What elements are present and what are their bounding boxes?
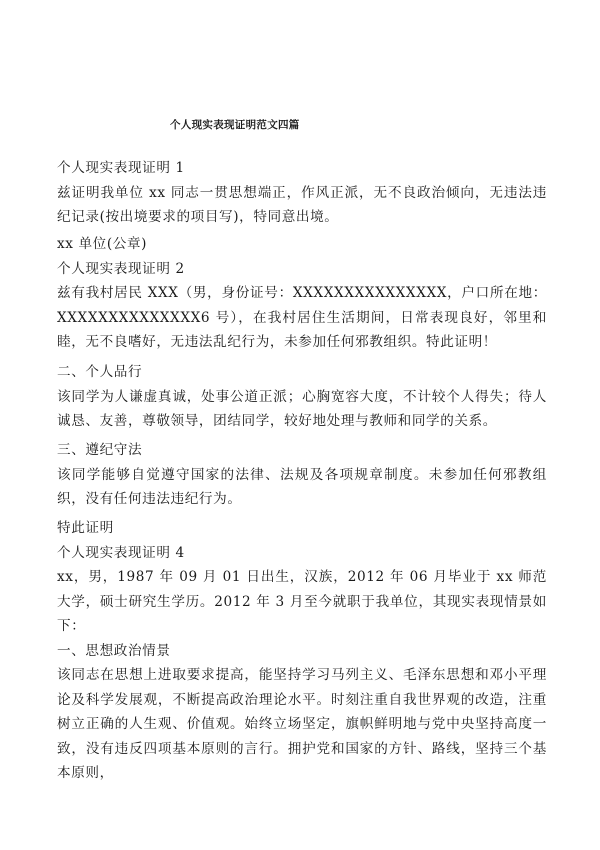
section-discipline-heading: 三、遵纪守法 xyxy=(57,442,143,458)
section-4-intro: xx，男，1987 年 09 月 01 日出生，汉族，2012 年 06 月毕业于 xx 师范大学，硕士研究生学历。2012 年 3 月至今就职于我单位，其现实表现情景如下： xyxy=(57,569,547,634)
section-4-heading: 个人现实表现证明 4 xyxy=(57,544,185,561)
section-4-subheading: 一、思想政治情景 xyxy=(57,642,171,659)
section-2-text: 兹有我村居民 XXX（男，身份证号：XXXXXXXXXXXXXXX，户口所在地：XXXXXXXXXXXXXX6 号），在我村居住生活期间，日常表现良好，邻里和睦，无不良嗜好，无违法乱纪行为，未参加任何邪教组织。特此证明！ xyxy=(57,285,547,350)
section-2 xyxy=(57,232,547,355)
unit-seal-signature: xx 单位(公章) xyxy=(57,236,148,252)
section-4-text: 该同志在思想上进取要求提高，能坚持学习马列主义、毛泽东思想和邓小平理论及科学发展观，不断提高政治理论水平。时刻注重自我世界观的改造，注重树立正确的人生观、价值观。始终立场坚定，旗帜鲜明地与党中央坚持高度一致，没有违反四项基本原则的言行。拥护党和国家的方针、路线，坚持三个基本原则， xyxy=(57,667,547,781)
section-1-heading: 个人现实表现证明 1 xyxy=(57,160,185,176)
section-1 xyxy=(57,156,547,230)
section-1-text: 兹证明我单位 xx 同志一贯思想端正，作风正派，无不良政治倾向，无违法违纪记录(按出境要求的项目写)，特同意出境。 xyxy=(57,184,547,225)
section-conduct xyxy=(57,360,547,434)
section-4 xyxy=(57,516,547,786)
section-2-heading: 个人现实表现证明 2 xyxy=(57,260,185,277)
document-title: 个人现实表现证明范文四篇 xyxy=(170,119,300,131)
section-conduct-heading: 二、个人品行 xyxy=(57,364,143,380)
section-discipline xyxy=(57,438,547,512)
closing-statement: 特此证明 xyxy=(57,520,114,536)
section-conduct-text: 该同学为人谦虚真诚，处事公道正派；心胸宽容大度，不计较个人得失；待人诚恳、友善，尊敬领导，团结同学，较好地处理与教师和同学的关系。 xyxy=(57,388,547,429)
section-discipline-text: 该同学能够自觉遵守国家的法律、法规及各项规章制度。未参加任何邪教组织，没有任何违法违纪行为。 xyxy=(57,466,547,507)
